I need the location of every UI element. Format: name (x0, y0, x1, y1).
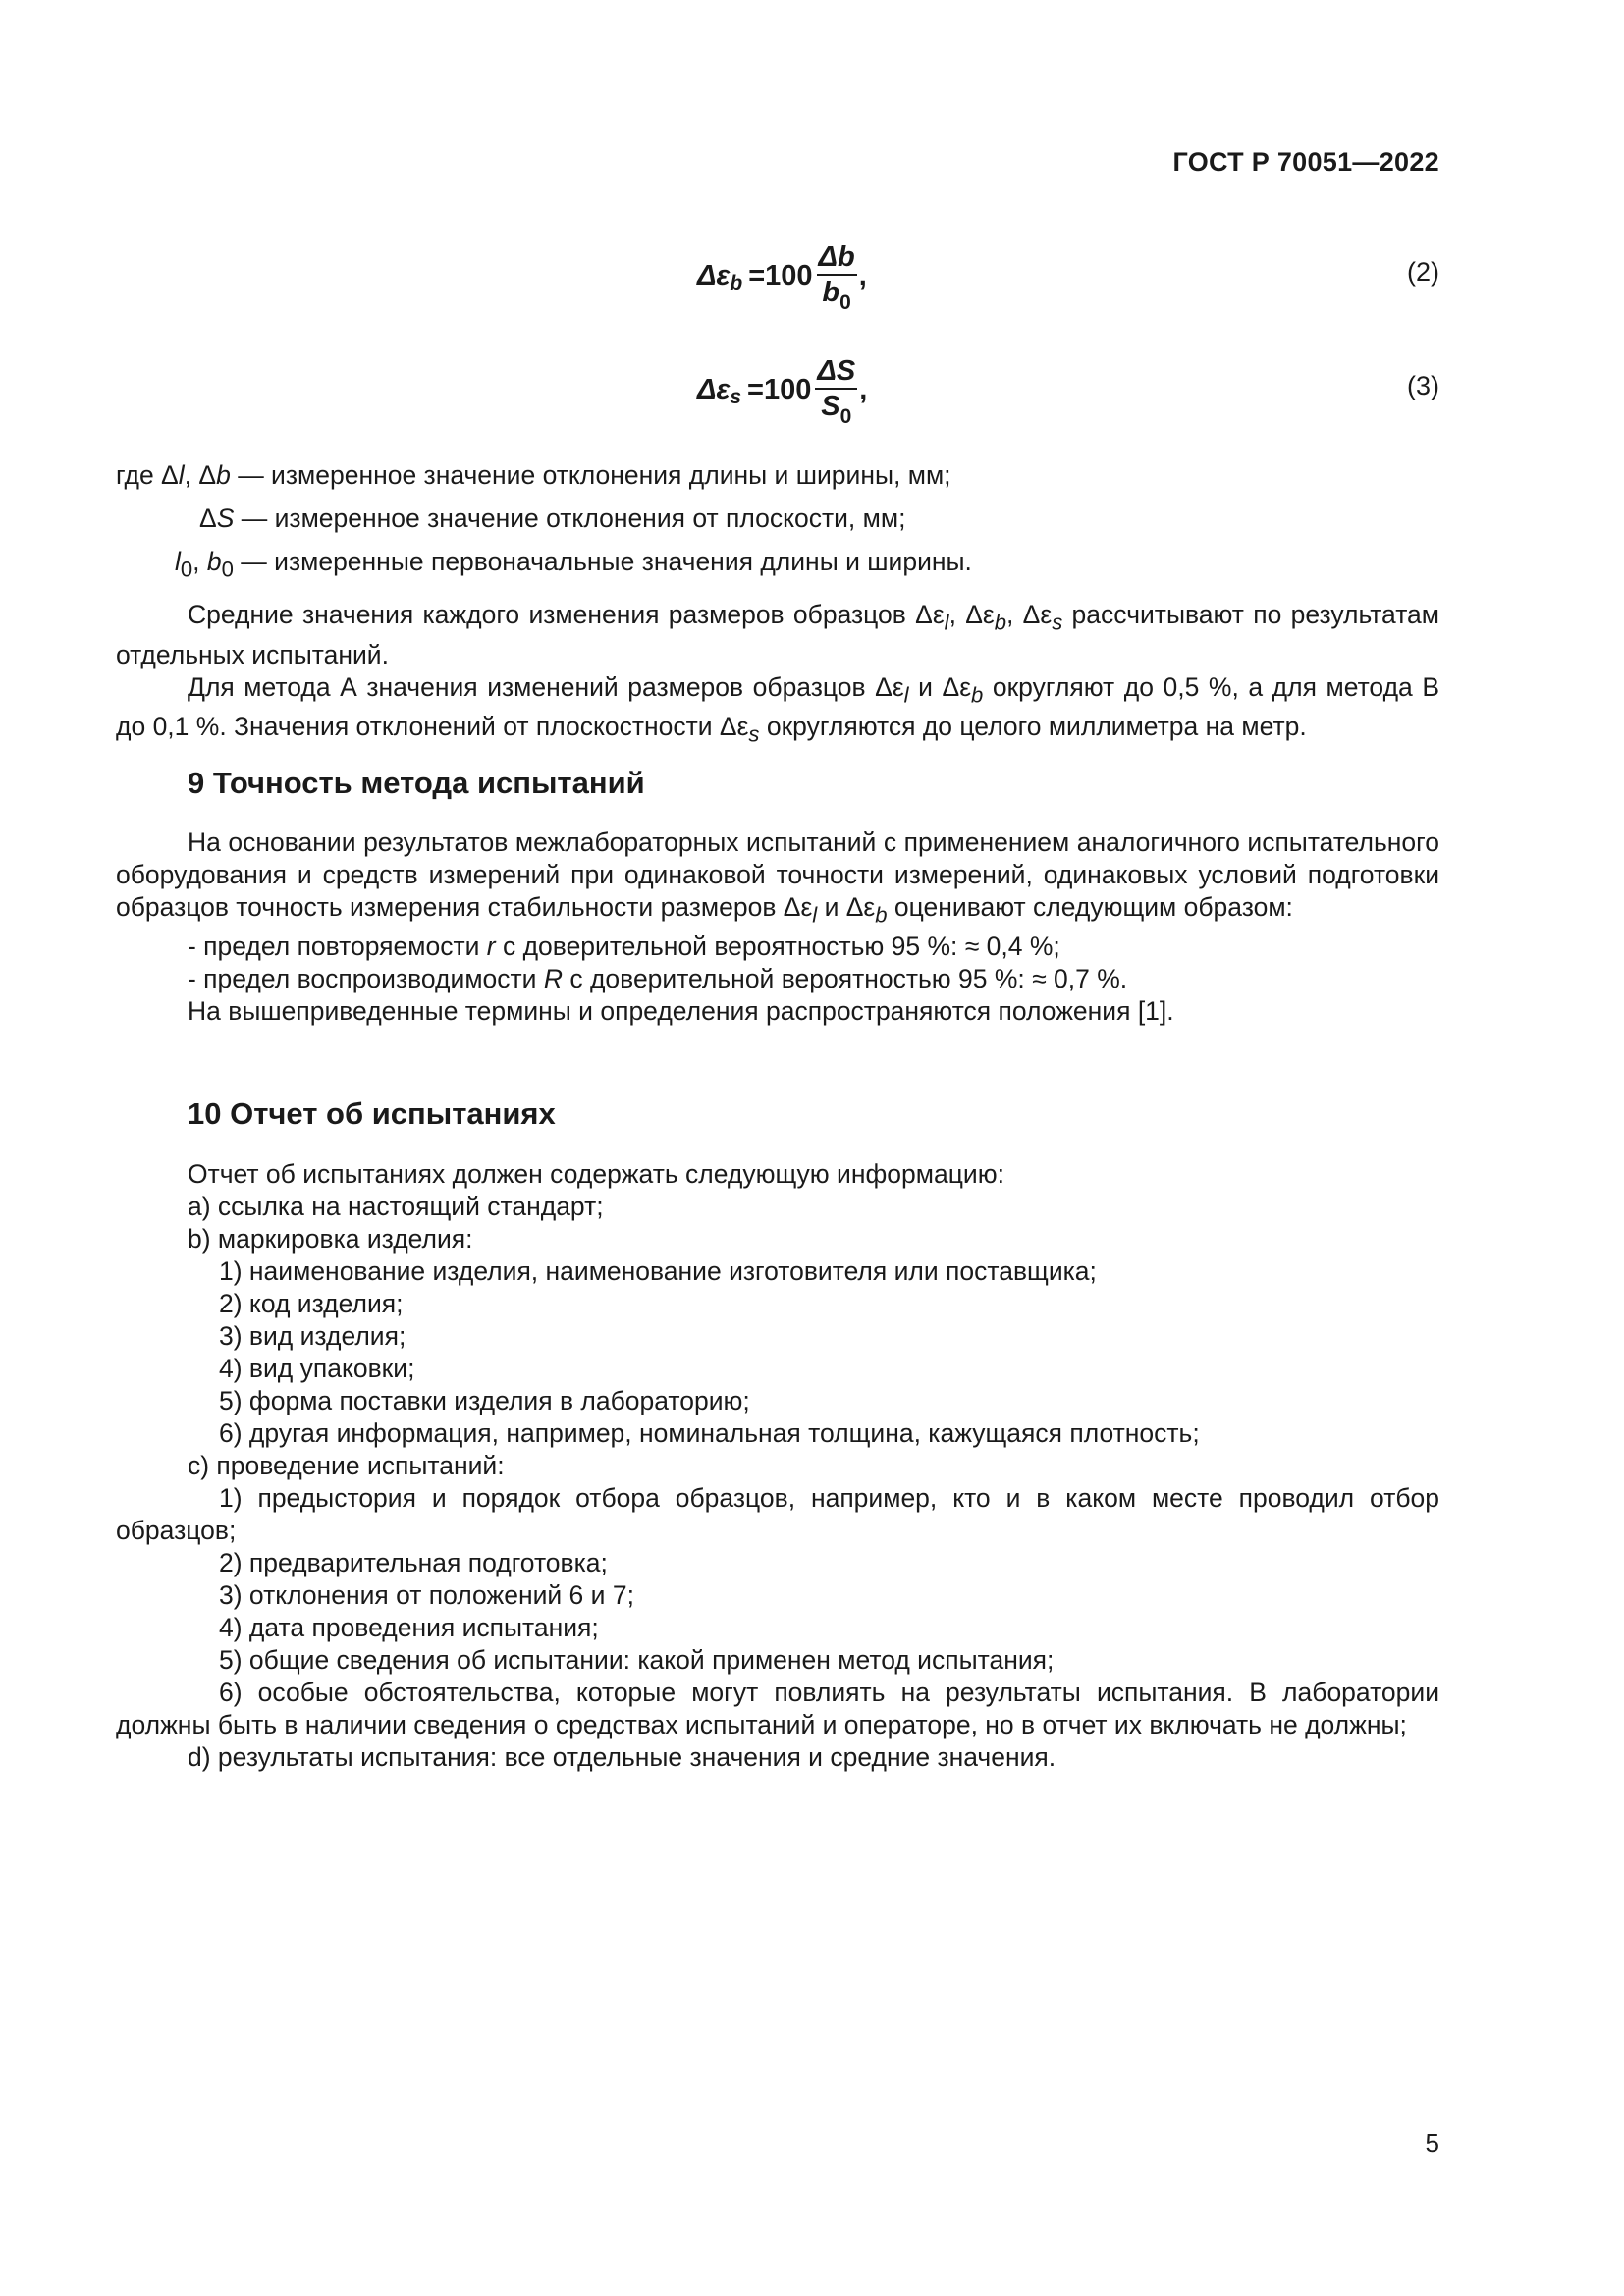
section-9-body (116, 827, 1439, 1028)
section-9-paragraph: На основании результатов межлабораторных испытаний с применением аналогичного испытательного оборудования и средств измерений при одинаковой точности измерений, одинаковых условий подготовки образцов точность измерения стабильности размеров $\Delta\varepsilon_l$ и $\Delta\varepsilon_b$ оценивают следующим образом: (116, 828, 1439, 928)
list-item-c-2: 2) предварительная подготовка; (219, 1548, 608, 1577)
section-9-bullet-repeatability: - предел повторяемости r с доверительной вероятностью 95 %: ≈ 0,4 %; (188, 932, 1060, 962)
list-item-b-4: 4) вид упаковки; (219, 1354, 415, 1383)
list-item-b-5: 5) форма поставки изделия в лабораторию; (219, 1386, 750, 1415)
section-9-bullet-reproducibility: - предел воспроизводимости R с доверительной вероятностью 95 %: ≈ 0,7 %. (188, 964, 1128, 994)
equation-equals: =100 (747, 373, 812, 405)
where-line-1: где Δl, Δb — измеренное значение отклонения длины и ширины, мм; (116, 460, 951, 490)
section-9-title: 9 Точность метода испытаний (188, 766, 645, 800)
equation-number: (3) (1407, 371, 1439, 400)
section-10-title: 10 Отчет об испытаниях (188, 1096, 556, 1131)
list-item-c: с) проведение испытаний: (188, 1451, 505, 1480)
list-item-c-1: 1) предыстория и порядок отбора образцов, например, кто и в каком месте проводил отбор образцов; (116, 1483, 1439, 1545)
equation-lhs-subscript: s (730, 386, 742, 408)
list-item-b: b) маркировка изделия: (188, 1224, 473, 1254)
list-item-a: а) ссылка на настоящий стандарт; (188, 1192, 604, 1221)
page-number: 5 (1425, 2128, 1439, 2158)
list-item-c-5: 5) общие сведения об испытании: какой применен метод испытания; (219, 1645, 1055, 1675)
equation-2 (0, 222, 1624, 330)
paragraph-averages: Средние значения каждого изменения размеров образцов $\Delta\varepsilon_l$, $\Delta\varepsilon_b$, $\Delta\varepsilon_s$ рассчитывают по результатам отдельных испытаний. (116, 600, 1439, 669)
list-item-b-3: 3) вид изделия; (219, 1321, 406, 1351)
fraction-denominator: $b_0$ (822, 276, 851, 314)
list-item-d: d) результаты испытания: все отдельные значения и средние значения. (188, 1742, 1056, 1772)
fraction-numerator: Δb (818, 240, 855, 273)
equation-equals: =100 (748, 259, 813, 292)
list-item-c-4: 4) дата проведения испытания; (219, 1613, 599, 1642)
equation-lhs-subscript: b (730, 272, 743, 294)
fraction-denominator: $S_0$ (821, 390, 852, 428)
equation-comma: , (859, 373, 868, 405)
section-10-body (116, 1158, 1439, 1774)
where-line-2: ΔS — измеренное значение отклонения от плоскости, мм; (199, 504, 906, 533)
list-item-b-6: 6) другая информация, например, номинальная толщина, кажущаяся плотность; (219, 1418, 1200, 1448)
where-block (116, 459, 1439, 750)
equation-comma: , (858, 259, 867, 292)
list-item-c-6: 6) особые обстоятельства, которые могут повлиять на результаты испытания. В лаборатории должны быть в наличии сведения о средствах испытаний и операторе, но в отчет их включать не должны; (116, 1678, 1439, 1739)
equation-lhs: Δε (697, 259, 731, 292)
section-10-intro: Отчет об испытаниях должен содержать следующую информацию: (188, 1159, 1004, 1189)
list-item-b-1: 1) наименование изделия, наименование изготовителя или поставщика; (219, 1256, 1097, 1286)
equation-number: (2) (1407, 257, 1439, 287)
equation-fraction (815, 354, 857, 426)
equation-3 (0, 336, 1624, 444)
where-line-3: $l_0$, $b_0$ — измеренные первоначальные значения длины и ширины. (175, 547, 972, 582)
equation-fraction (817, 240, 857, 312)
list-item-c-3: 3) отклонения от положений 6 и 7; (219, 1580, 634, 1610)
paragraph-rounding: Для метода А значения изменений размеров образцов $\Delta\varepsilon_l$ и $\Delta\varepsilon_b$ округляют до 0,5 %, а для метода В до 0,1 %. Значения отклонений от плоскостности $\Delta\varepsilon_s$ округляются до целого миллиметра на метр. (116, 671, 1439, 747)
equation-2-formula (697, 222, 867, 330)
fraction-numerator: ΔS (817, 354, 856, 387)
section-9-note: На вышеприведенные термины и определения распространяются положения [1]. (188, 996, 1174, 1027)
equation-3-formula (697, 336, 867, 444)
equation-lhs: Δε (697, 373, 731, 405)
document-header: ГОСТ Р 70051—2022 (1172, 147, 1439, 177)
list-item-b-2: 2) код изделия; (219, 1289, 404, 1318)
